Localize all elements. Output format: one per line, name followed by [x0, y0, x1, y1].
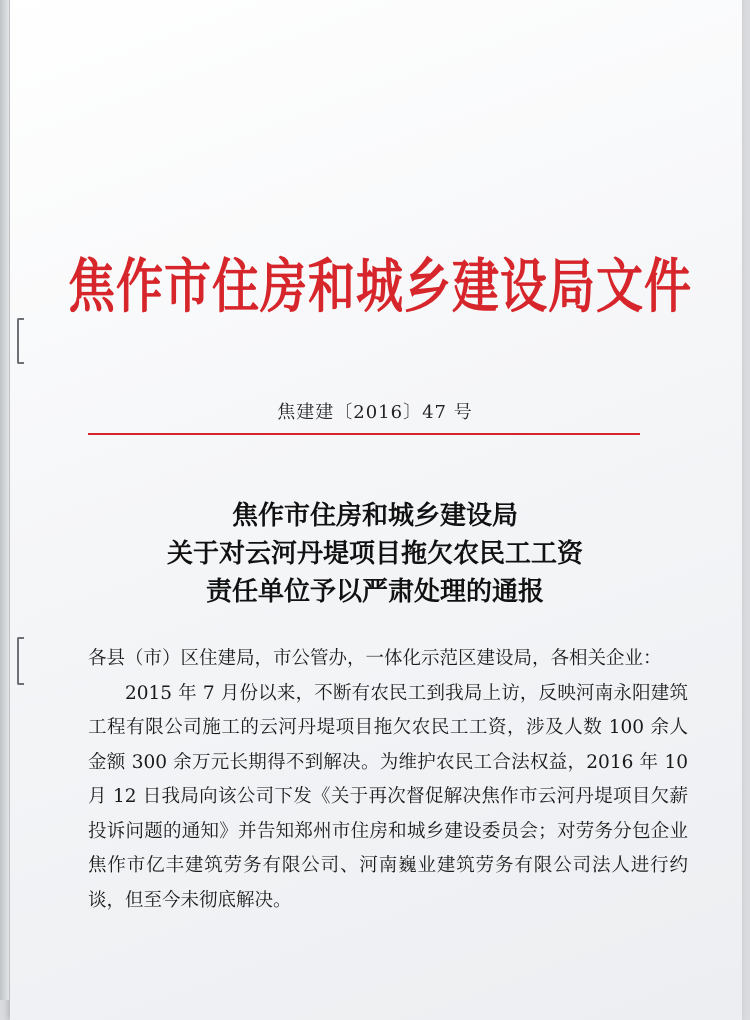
title-line: 责任单位予以严肃处理的通报: [205, 577, 544, 607]
title-line: 焦作市住房和城乡建设局: [231, 501, 518, 531]
document-number: 焦建建〔2016〕47 号: [277, 402, 473, 423]
title-line: 关于对云河丹堤项目拖欠农民工工资: [166, 539, 583, 569]
red-divider-line: [88, 433, 640, 435]
paper-edge: [0, 0, 9, 1000]
document-body: [88, 642, 688, 918]
body-paragraph: 2015 年 7 月份以来，不断有农民工到我局上访，反映河南永阳建筑工程有限公司施工的云河丹堤项目拖欠农民工工资，涉及人数 100 余人金额 300 余万元长期得不到解决。为维护农民工合法权益，2016 年 10 月 12 日我局向该公司下发《关于再次督促解决焦作市云河丹堤项目欠薪投诉问题的通知》并告知郑州市住房和城乡建设委员会；对劳务分包企业焦作市亿丰建筑劳务有限公司、河南巍业建筑劳务有限公司法人进行约谈，但至今未彻底解决。: [88, 682, 688, 911]
document-header: 焦作市住房和城乡建设局文件: [68, 252, 692, 322]
salutation: 各县（市）区住建局，市公管办，一体化示范区建设局，各相关企业：: [88, 648, 662, 669]
document-title: [60, 497, 690, 611]
staple-mark: [17, 318, 24, 364]
staple-mark: [17, 637, 24, 685]
